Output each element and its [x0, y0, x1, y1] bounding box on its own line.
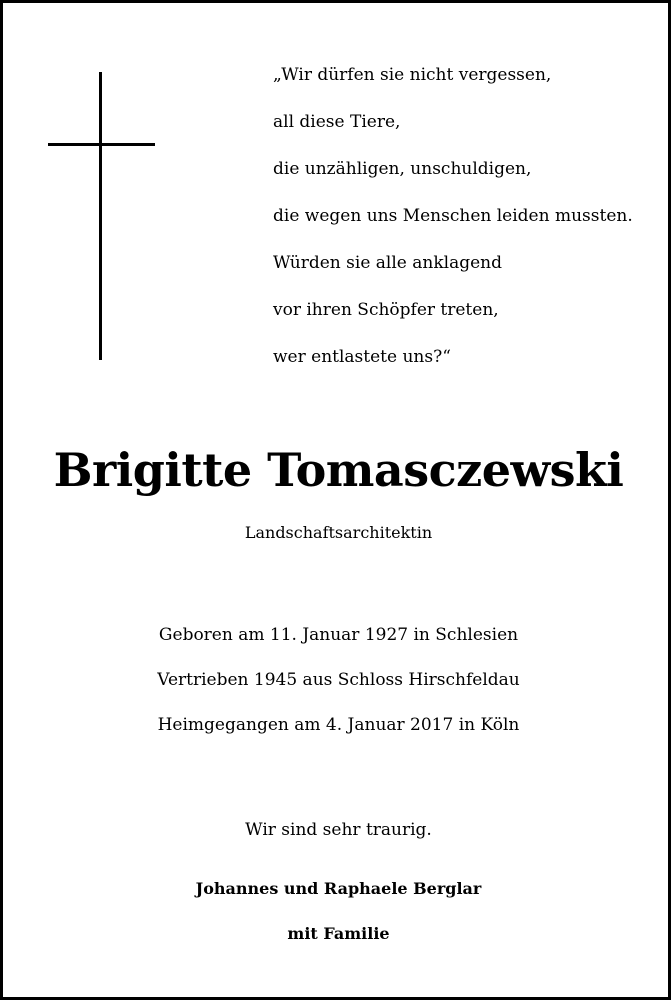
poem-line: die wegen uns Menschen leiden mussten. [273, 206, 633, 226]
deceased-name: Brigitte Tomasczewski [53, 443, 624, 497]
poem-line: wer entlastete uns?“ [273, 347, 451, 367]
poem-line: die unzähligen, unschuldigen, [273, 159, 532, 179]
life-line-expelled: Vertrieben 1945 aus Schloss Hirschfeldau [157, 670, 520, 690]
deceased-profession: Landschaftsarchitektin [244, 523, 433, 542]
mourners [3, 877, 671, 967]
poem-line: vor ihren Schöpfer treten, [273, 300, 499, 320]
poem-quote [273, 60, 633, 389]
mourning-text: Wir sind sehr traurig. [245, 820, 432, 840]
life-line-died: Heimgegangen am 4. Januar 2017 in Köln [157, 715, 520, 735]
poem-line: all diese Tiere, [273, 112, 401, 132]
cross-icon-horizontal [48, 143, 155, 146]
mourner-family: mit Familie [287, 924, 390, 943]
poem-line: Würden sie alle anklagend [273, 253, 502, 273]
poem-line: „Wir dürfen sie nicht vergessen, [273, 65, 552, 85]
mourner-names: Johannes und Raphaele Berglar [195, 879, 482, 898]
life-dates [3, 623, 671, 758]
life-line-born: Geboren am 11. Januar 1927 in Schlesien [158, 625, 519, 645]
cross-icon-vertical [99, 72, 102, 360]
